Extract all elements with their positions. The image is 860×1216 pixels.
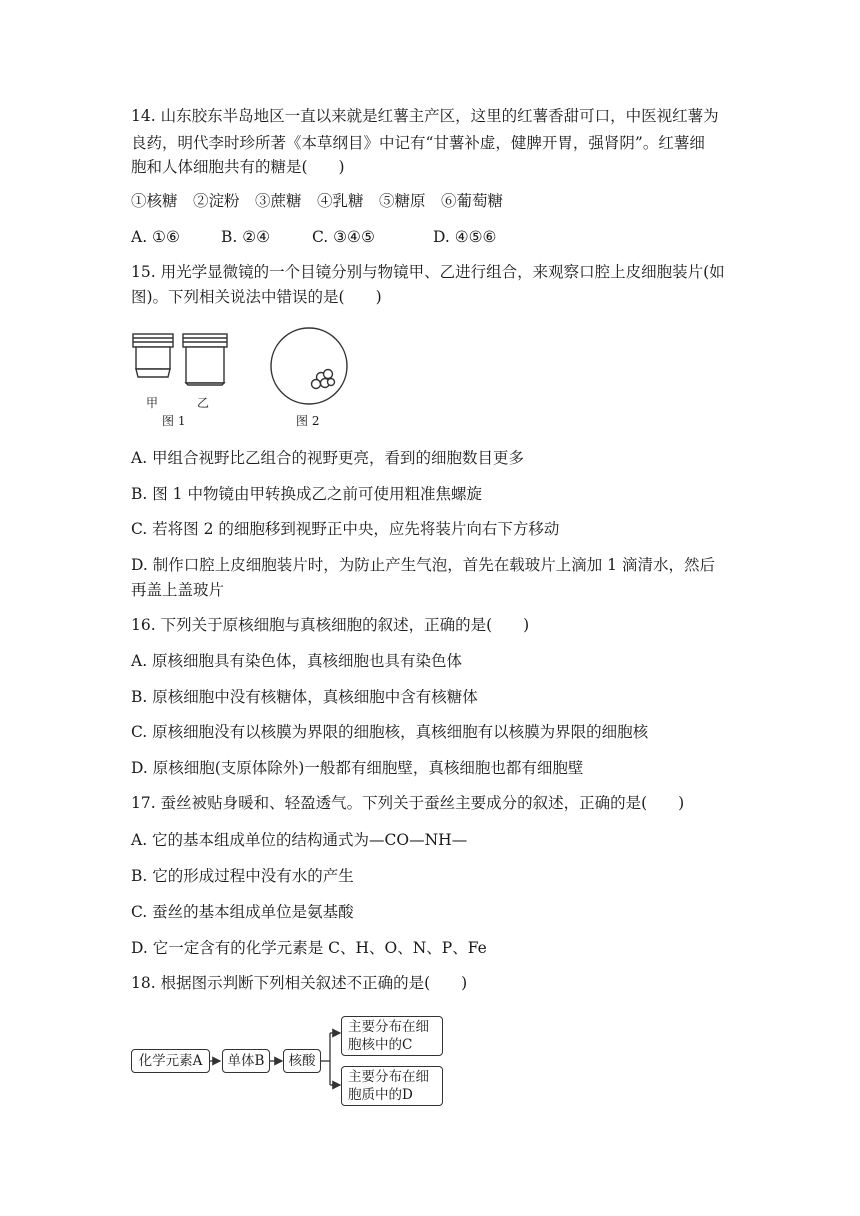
chemical-element-a-box: 化学元素A <box>131 1049 210 1073</box>
cytoplasm-d-line-2: 胞质中的D <box>348 1087 413 1103</box>
q17-option-b: B. 它的形成过程中没有水的产生 <box>131 867 354 885</box>
q16-option-d: D. 原核细胞(支原体除外)一般都有细胞壁，真核细胞也都有细胞壁 <box>131 759 584 777</box>
q16-option-c: C. 原核细胞没有以核膜为界限的细胞核，真核细胞有以核膜为界限的细胞核 <box>131 723 649 741</box>
q16-stem: 16. 下列关于原核细胞与真核细胞的叙述，正确的是( ) <box>131 616 530 634</box>
q14-option-a: A. ①⑥ <box>131 228 180 246</box>
q17-option-a: A. 它的基本组成单位的结构通式为—CO—NH— <box>131 831 468 849</box>
q15-stem-line-2: 图)。下列相关说法中错误的是( ) <box>131 288 382 306</box>
q14-option-b: B. ②④ <box>221 228 271 246</box>
q14-stem-line-1: 14. 山东胶东半岛地区一直以来就是红薯主产区，这里的红薯香甜可口，中医视红薯为 <box>131 107 719 125</box>
q15-option-a: A. 甲组合视野比乙组合的视野更亮，看到的细胞数目更多 <box>131 449 525 467</box>
cytoplasm-d-box <box>341 1066 443 1106</box>
q17-stem: 17. 蚕丝被贴身暖和、轻盈透气。下列关于蚕丝主要成分的叙述，正确的是( ) <box>131 794 685 812</box>
monomer-b-box: 单体B <box>222 1049 270 1073</box>
nucleus-c-line-2: 胞核中的C <box>348 1037 413 1053</box>
q15-option-d-line-1: D. 制作口腔上皮细胞装片时，为防止产生气泡，首先在载玻片上滴加 1 滴清水，然后 <box>131 556 715 574</box>
q17-option-c: C. 蚕丝的基本组成单位是氨基酸 <box>131 903 354 921</box>
q15-option-d-line-2: 再盖上盖玻片 <box>131 581 225 599</box>
field-of-view-icon <box>271 328 347 404</box>
objective-lens-b-icon <box>183 334 227 385</box>
q16-option-a: A. 原核细胞具有染色体，真核细胞也具有染色体 <box>131 652 463 670</box>
figure-2-caption: 图 2 <box>296 414 320 428</box>
q14-items: ①核糖 ②淀粉 ③蔗糖 ④乳糖 ⑤糖原 ⑥葡萄糖 <box>131 192 504 210</box>
q14-stem-line-3: 胞和人体细胞共有的糖是( ) <box>131 158 345 176</box>
q14-option-c: C. ③④⑤ <box>312 228 375 246</box>
microscope-figure <box>128 327 368 407</box>
q14-option-d: D. ④⑤⑥ <box>433 228 497 246</box>
nucleus-c-line-1: 主要分布在细 <box>348 1019 429 1035</box>
q16-option-b: B. 原核细胞中没有核糖体，真核细胞中含有核糖体 <box>131 688 478 706</box>
q18-stem: 18. 根据图示判断下列相关叙述不正确的是( ) <box>131 974 468 992</box>
q14-stem-line-2: 良药，明代李时珍所著《本草纲目》中记有“甘薯补虚，健脾开胃，强肾阴”。红薯细 <box>131 134 705 152</box>
lens-b-label: 乙 <box>197 396 210 410</box>
lens-a-label: 甲 <box>146 396 159 410</box>
q17-option-d: D. 它一定含有的化学元素是 C、H、O、N、P、Fe <box>131 939 487 957</box>
objective-lens-a-icon <box>133 334 173 377</box>
q15-option-b: B. 图 1 中物镜由甲转换成乙之前可使用粗准焦螺旋 <box>131 485 482 503</box>
q15-option-c: C. 若将图 2 的细胞移到视野正中央，应先将装片向右下方移动 <box>131 520 560 538</box>
q15-stem-line-1: 15. 用光学显微镜的一个目镜分别与物镜甲、乙进行组合，来观察口腔上皮细胞装片(如 <box>131 263 725 281</box>
nucleic-acid-box: 核酸 <box>283 1049 321 1073</box>
nucleus-c-box <box>341 1016 443 1056</box>
figure-1-caption: 图 1 <box>162 414 186 428</box>
cytoplasm-d-line-1: 主要分布在细 <box>348 1069 429 1085</box>
